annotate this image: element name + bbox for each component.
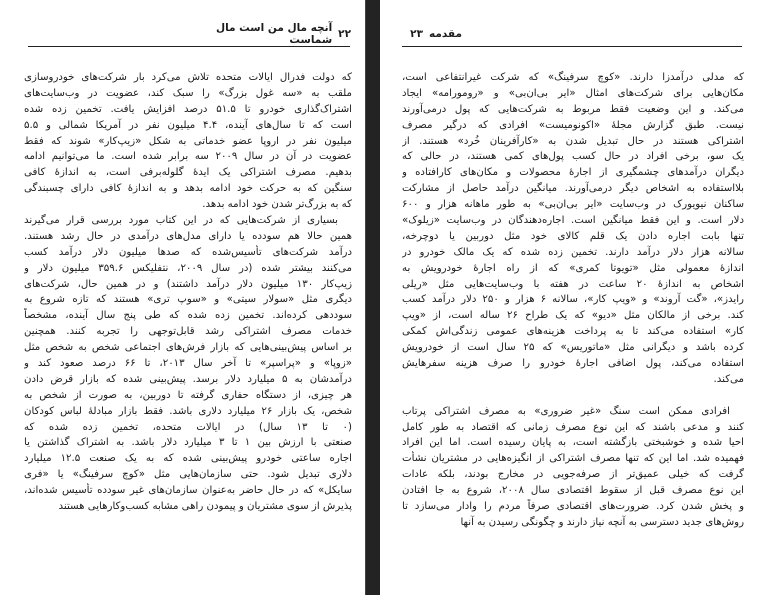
right-page-running-title: مقدمه [429,28,462,40]
text-line: «زوپا» و «پراسپر» تا آخر سال ۲۰۱۳، تا ۶۶ درصد صعود کند و [24,358,352,370]
text-line: که به بزرگ‌تر شدن خود ادامه بدهد. [202,199,352,211]
text-line: کار» استفاده می‌کند تا به پرداخت هزینه‌های عمومی زندگی‌اش کمکی [402,326,744,338]
text-line: که مدلی درآمدزا دارند. «کوچ سرفینگ» که شرکت غیرانتفاعی است، [402,72,744,83]
book-gutter [366,0,380,595]
left-page-running-title: آنچه مال من است مال شماست [215,22,333,46]
text-line: پذیرش از سوی مشتریان و پیمودن راهی مشابه کسب‌وکارهایی هستند [58,501,352,513]
text-line: کرده باشد و دیگرانی مثل «ماتوریس» که ۲۵ سال است از خودرویش [402,342,744,354]
text-line: سالانه هزار دلار درآمد دارند. تخمین زده شده که یک مالک خودرو در [402,246,744,258]
right-page-number: ۲۳ [410,28,423,40]
text-line: استفاده می‌کند، پول اضافی اجارهٔ خودرو را صرف هزینه سفرهایش [402,358,744,370]
text-line: دیگری مثل «سولار سیتی» و «سوپ تری» هستند که تازه شروع به [24,294,352,306]
text-line: سنگین که به حرکت خود ادامه بدهد و به اندازهٔ کافی دارای چسبندگی [24,183,352,195]
text-line: که دولت فدرال ایالات متحده تلاش می‌کرد بار شرکت‌های خودروسازی [24,72,352,83]
left-page-body [24,70,352,515]
text-line: فهمیده شد. اما این که تنها مصرف اشتراکی از انگیزه‌هایی در مشتریان نشأت [402,453,744,465]
text-line: می‌کند. و این وضعیت فقط مربوط به شرکت‌هایی که پول درمی‌آورند [402,103,744,115]
text-line: (۰ تا ۱۳ سال) در ایالات متحده، تخمین زده شده که [24,421,352,433]
text-line: دیگران درآمدهای چشمگیری از اجارهٔ محصولات و مکان‌های کارافتاده و [402,167,744,179]
text-line: و پخش شدن کرد. ضرورت‌های اقتصادی صرفاً مردم را وادار می‌سازد تا [402,501,744,513]
text-line: اشتراکی هستند در حال تبدیل شدن به «کارآفرینان خُرد» هستند. از [402,135,744,147]
text-line: اجاره ساعتی خودرو پیش‌بینی شده که به یک صنعت ۱۲.۵ میلیارد [24,453,352,465]
text-line: درآمد شرکت‌های تأسیس‌شده که صدها میلیون دلار درآمد کسب [24,246,352,258]
text-line: می‌کنند بیشتر شده (در سال ۲۰۰۹، نتفلیکس ۳۵۹.۶ میلیون دلار و [24,262,352,274]
text-line: ملقب به «سه غول بزرگ» را سبک کند، عضویت در وب‌سایت‌های [24,87,352,99]
text-line: بلااستفاده به اشخاص دیگر درمی‌آورند. میانگین درآمد حاصل از مشارکت [402,183,744,195]
text-line: اشتراک‌گذاری خودرو تا ۵۱.۵ درصد افزایش یافت. تخمین زده شده [24,103,352,115]
text-line: سوددهی کرده‌اند. تخمین زده شده که طی پنج سال آینده، مشخصاً [24,310,352,322]
right-page-body [402,70,744,531]
text-line: کند. برخی از مالکان مثل «دیو» که یک طراح ۲۶ ساله است، از «ویپ [402,310,744,322]
text-line [402,388,744,404]
text-line: خدمات مصرف اشتراکی رشد قابل‌توجهی را تجربه کنند. همچنین [24,326,352,338]
text-line: میلیون نفر در اروپا عضو خدماتی به شکل «زیپ‌کار» شوند که فقط [24,135,352,147]
text-line: رایدز»، «گت آروند» و «ویپ کار»، سالانه ۶ هزار و ۲۵۰ دلار درآمد کسب [402,294,744,306]
left-page-number: ۲۲ [338,28,351,40]
text-line: افرادی ممکن است سنگ «غیر ضروری» به مصرف اشتراکی پرتاب [402,405,730,417]
text-line: این نوع مصرف قبل از سقوط اقتصادی سال ۲۰۰۸، شروع به جا افتادن [402,485,744,497]
text-line: مکان‌هایی برای شرکت‌های امثال «ایر بی‌ان‌بی» و «رومورامه» ایجاد [402,87,744,99]
text-line: گرفت که خیلی عمیق‌تر از صرفه‌جویی در مخارج بودند، بلکه عادات [402,469,744,481]
right-header-rule [402,46,742,47]
text-line: اندازهٔ معمولی مثل «تویوتا کمری» که از راه اجارهٔ خودرویش به [402,262,744,274]
text-line: بدهیم. مصرف اشتراکی یک ایدهٔ گلوله‌برفی است، به اندازهٔ کافی [24,167,352,179]
left-page-header [215,24,351,44]
text-line: بسیاری از شرکت‌هایی که در این کتاب مورد بررسی قرار می‌گیرند [24,215,338,227]
text-line: بر اساس پیش‌بینی‌هایی که بازار فرش‌های اجتماعی شخص به شخص مثل [24,342,352,354]
text-line: است که تا سال‌های آینده، ۴.۴ میلیون نفر در آمریکا شمالی و ۵.۵ [24,119,352,131]
text-line: ساکنان نیویورک در وب‌سایت «ایر بی‌ان‌بی» به طور ماهانه هزار و ۶۰۰ [402,199,744,211]
text-line: عضویت در آن در سال ۲۰۰۹ سه برابر شده است. ما می‌توانیم ادامه [24,151,352,163]
right-page-header [402,24,462,44]
text-line: کنند و مدعی باشند که این نوع مصرف زمانی که اقتصاد به طور کامل [402,421,744,433]
text-line: نیست. طبق گزارش مجلهٔ «اکونومیست» افرادی که درگیر مصرف [402,119,744,131]
text-line: هر چیزی، از دستگاه حفاری گرفته تا دوربین، به صورت از شخص به [24,389,352,401]
text-line: زیپ‌کار ۱۳۰ میلیون دلار درآمد داشتند) و در همین حال، شرکت‌های [24,278,352,290]
left-header-rule [28,46,350,47]
text-line: روش‌های جدید دسترسی به آنچه نیاز دارند و چگونگی رسیدن به آنها [460,516,744,528]
text-line: صنعتی با ارزش بین ۱ تا ۳ میلیارد دلار باشد. به اشتراک گذاشتن یا [24,437,352,449]
text-line: همین حالا هم سودده یا دارای مدل‌های درآمدی در حال رشد هستند. [24,230,352,242]
text-line: تنها بابت اجاره دادن یک قلم کالای خود مثل دوربین یا دوچرخه، [402,230,744,242]
text-line: دلاری تبدیل شود. حتی سازمان‌هایی مثل «کوچ سرفینگ» یا «فری [24,469,352,481]
left-page [0,0,366,595]
text-line: احیا شده و خوشبختی بازگشته است، به پایان رسیده است. اما این افراد [402,437,744,449]
text-line: می‌کند. [713,373,744,385]
right-page [380,0,768,595]
text-line: دلار است. و این فقط میانگین است. اجاره‌دهندگان در وب‌سایت «زیلوک» [402,215,744,227]
text-line: شخص، یک بازار ۲۶ میلیارد دلاری باشد. فقط بازار مبادلهٔ لباس کودکان [24,405,352,417]
text-line: یک سو، برخی افراد در حال کسب پول‌های کمی هستند، در حالی که [402,151,744,163]
text-line: سایکل» که در حال حاضر به‌عنوان سازمان‌های غیر سودده تأسیس شده‌اند، [24,485,352,497]
text-line: درآمدشان به ۵ میلیارد دلار برسد. پیش‌بینی شده که بازار قرض دادن [24,373,352,385]
text-line: اشخاص به اندازهٔ ۲۰ ساعت در هفته با وب‌سایت‌هایی مثل «ریلی [402,278,744,290]
